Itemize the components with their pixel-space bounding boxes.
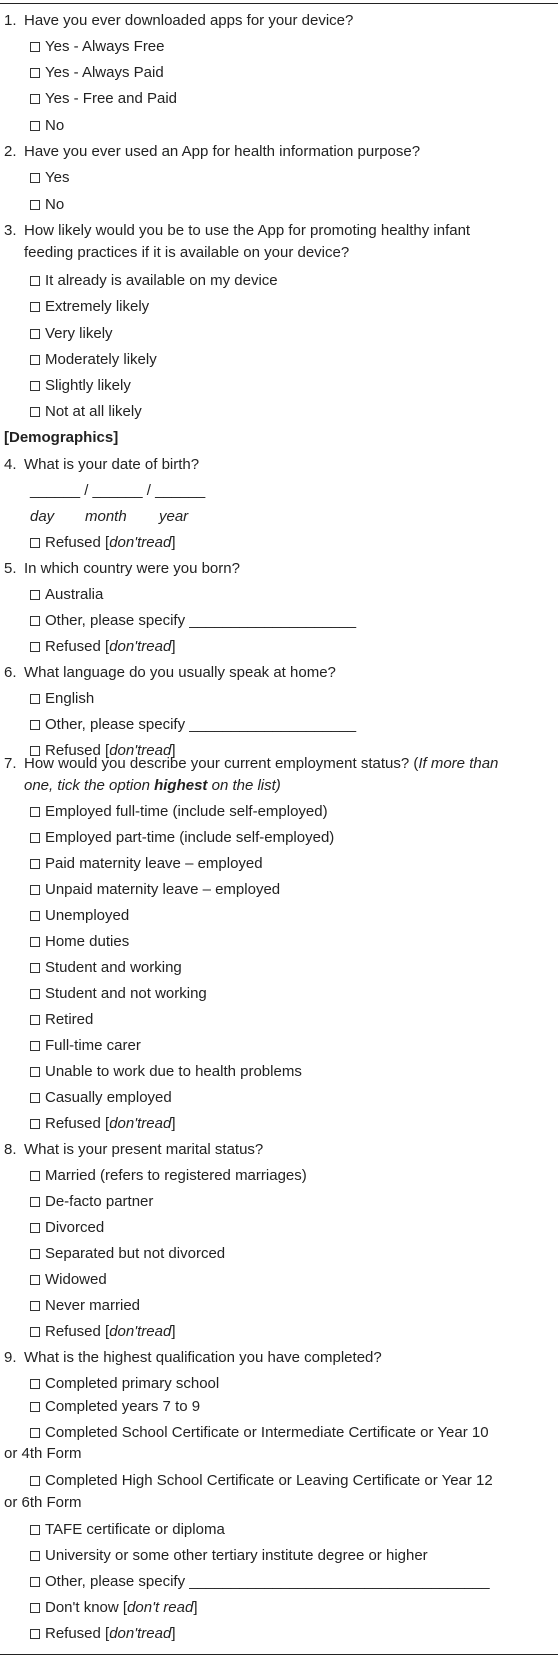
question-number: 8. xyxy=(4,1141,17,1158)
question-number: 2. xyxy=(4,143,17,160)
option-q6-1[interactable] xyxy=(30,690,94,708)
option-q7-3[interactable] xyxy=(30,855,263,873)
question-8 xyxy=(4,1141,263,1159)
option-label: Student and working xyxy=(45,959,182,976)
option-label: Never married xyxy=(45,1297,141,1314)
interviewer-note: don'tread xyxy=(109,1625,172,1642)
option-label: TAFE certificate or diploma xyxy=(45,1521,225,1538)
option-label: Completed High School Certificate or Leaving Certificate or Year 12 xyxy=(45,1472,493,1489)
checkbox[interactable] xyxy=(30,807,40,817)
option-q7-8[interactable] xyxy=(30,985,207,1003)
interviewer-note: don'tread xyxy=(109,1323,172,1340)
option-q9-dont-know[interactable] xyxy=(30,1599,198,1617)
option-q9-6[interactable] xyxy=(30,1547,428,1565)
option-q7-11[interactable] xyxy=(30,1063,302,1081)
section-heading: [Demographics] xyxy=(4,429,119,446)
question-text: How likely would you be to use the App for promoting healthy infant xyxy=(24,222,471,239)
question-text: What is your present marital status? xyxy=(24,1141,264,1158)
option-label: Yes - Always Free xyxy=(45,38,165,55)
question-number: 5. xyxy=(4,560,17,577)
option-q3-4[interactable] xyxy=(30,351,157,369)
checkbox[interactable] xyxy=(30,911,40,921)
option-label: Unpaid maternity leave – employed xyxy=(45,881,281,898)
option-label: Very likely xyxy=(45,325,113,342)
option-label: Separated but not divorced xyxy=(45,1245,226,1262)
option-label: Married (refers to registered marriages) xyxy=(45,1167,307,1184)
question-4 xyxy=(4,456,199,474)
option-label: Completed primary school xyxy=(45,1375,220,1392)
checkbox[interactable] xyxy=(30,1629,40,1639)
question-5 xyxy=(4,560,240,578)
emphasis-text: highest xyxy=(154,777,208,794)
question-text: Have you ever downloaded apps for your device? xyxy=(24,12,354,29)
option-label: Moderately likely xyxy=(45,351,157,368)
option-q8-6[interactable] xyxy=(30,1297,140,1315)
option-q7-6[interactable] xyxy=(30,933,129,951)
option-q9-refused[interactable] xyxy=(30,1625,175,1643)
option-label: Student and not working xyxy=(45,985,207,1002)
option-q1-1[interactable] xyxy=(30,38,165,56)
checkbox[interactable] xyxy=(30,1327,40,1337)
option-q7-7[interactable] xyxy=(30,959,182,977)
option-label: No xyxy=(45,196,65,213)
top-rule xyxy=(0,3,558,4)
option-label: Home duties xyxy=(45,933,130,950)
checkbox[interactable] xyxy=(30,94,40,104)
option-label: De-facto partner xyxy=(45,1193,154,1210)
question-number: 7. xyxy=(4,755,17,772)
bracket: ] xyxy=(171,1625,176,1642)
option-q9-4-continued: or 6th Form xyxy=(4,1494,82,1511)
option-label: Yes xyxy=(45,169,70,186)
checkbox[interactable] xyxy=(30,859,40,869)
question-text: What is your date of birth? xyxy=(24,456,200,473)
month-label: month xyxy=(85,508,127,525)
checkbox[interactable] xyxy=(30,1476,40,1486)
option-label: It already is available on my device xyxy=(45,272,278,289)
option-q9-3[interactable] xyxy=(30,1424,489,1442)
option-q8-1[interactable] xyxy=(30,1167,307,1185)
checkbox[interactable] xyxy=(30,694,40,704)
option-label: Unemployed xyxy=(45,907,130,924)
checkbox[interactable] xyxy=(30,1379,40,1389)
option-label: No xyxy=(45,117,65,134)
option-q2-1[interactable] xyxy=(30,169,69,187)
checkbox[interactable] xyxy=(30,1093,40,1103)
option-q3-3[interactable] xyxy=(30,325,113,343)
question-number: 9. xyxy=(4,1349,17,1366)
question-2 xyxy=(4,143,420,161)
option-label: Unable to work due to health problems xyxy=(45,1063,302,1080)
date-labels xyxy=(30,508,188,526)
option-q3-6[interactable] xyxy=(30,403,142,421)
option-q1-3[interactable] xyxy=(30,90,177,108)
question-9 xyxy=(4,1349,382,1367)
option-label: Employed part-time (include self-employed) xyxy=(45,829,335,846)
option-label: Don't know [ xyxy=(45,1599,128,1616)
instruction-text: one, tick the option xyxy=(24,777,155,794)
option-q7-9[interactable] xyxy=(30,1011,93,1029)
checkbox[interactable] xyxy=(30,937,40,947)
option-q8-4[interactable] xyxy=(30,1245,225,1263)
option-q9-2[interactable] xyxy=(30,1398,200,1416)
checkbox[interactable] xyxy=(30,1223,40,1233)
question-number: 3. xyxy=(4,222,17,239)
option-q7-2[interactable] xyxy=(30,829,334,847)
question-number: 1. xyxy=(4,12,17,29)
checkbox[interactable] xyxy=(30,1402,40,1412)
checkbox[interactable] xyxy=(30,329,40,339)
option-q9-4[interactable] xyxy=(30,1472,493,1490)
option-label: Extremely likely xyxy=(45,298,150,315)
option-label: Refused [ xyxy=(45,1323,110,1340)
bracket: ] xyxy=(171,638,176,655)
option-q3-2[interactable] xyxy=(30,298,149,316)
option-q5-refused[interactable] xyxy=(30,638,175,656)
option-label: Yes - Always Paid xyxy=(45,64,164,81)
question-number: 4. xyxy=(4,456,17,473)
question-3 xyxy=(4,222,470,240)
option-q8-5[interactable] xyxy=(30,1271,107,1289)
option-q7-4[interactable] xyxy=(30,881,280,899)
bottom-rule xyxy=(0,1654,558,1655)
question-text: What is the highest qualification you have completed? xyxy=(24,1349,382,1366)
question-text: Have you ever used an App for health information purpose? xyxy=(24,143,421,160)
checkbox[interactable] xyxy=(30,963,40,973)
option-q7-10[interactable] xyxy=(30,1037,141,1055)
interviewer-note: don'tread xyxy=(109,638,172,655)
question-3-continued: feeding practices if it is available on your device? xyxy=(24,244,350,261)
option-label: Refused [ xyxy=(45,534,110,551)
bracket: ] xyxy=(171,1323,176,1340)
option-q9-5[interactable] xyxy=(30,1521,225,1539)
checkbox[interactable] xyxy=(30,642,40,652)
interviewer-note: don'tread xyxy=(109,1115,172,1132)
question-text: How would you describe your current employment status? ( xyxy=(24,755,419,772)
option-q9-7[interactable] xyxy=(30,1573,490,1591)
checkbox[interactable] xyxy=(30,616,40,626)
checkbox[interactable] xyxy=(30,355,40,365)
option-label: Casually employed xyxy=(45,1089,172,1106)
bracket: ] xyxy=(171,742,176,759)
option-q5-2[interactable] xyxy=(30,612,356,630)
bracket: ] xyxy=(171,534,176,551)
question-6 xyxy=(4,664,336,682)
question-7 xyxy=(4,755,498,773)
option-label: Paid maternity leave – employed xyxy=(45,855,263,872)
option-q6-2[interactable] xyxy=(30,716,356,734)
option-q8-2[interactable] xyxy=(30,1193,153,1211)
option-label: Yes - Free and Paid xyxy=(45,90,178,107)
question-number: 6. xyxy=(4,664,17,681)
option-label: Refused [ xyxy=(45,1625,110,1642)
instruction-text: on the list) xyxy=(207,777,281,794)
option-q7-1[interactable] xyxy=(30,803,328,821)
checkbox[interactable] xyxy=(30,1603,40,1613)
checkbox[interactable] xyxy=(30,590,40,600)
checkbox[interactable] xyxy=(30,1015,40,1025)
option-label: Refused [ xyxy=(45,742,110,759)
checkbox[interactable] xyxy=(30,1067,40,1077)
option-q5-1[interactable] xyxy=(30,586,103,604)
option-label: Other, please specify ____________________ xyxy=(45,612,357,629)
year-label: year xyxy=(159,508,189,525)
option-label: English xyxy=(45,690,95,707)
question-instruction: If more than xyxy=(418,755,499,772)
option-label: Completed School Certificate or Intermediate Certificate or Year 10 xyxy=(45,1424,489,1441)
option-q9-3-continued: or 4th Form xyxy=(4,1445,82,1462)
question-7-continued xyxy=(24,777,281,795)
checkbox[interactable] xyxy=(30,173,40,183)
option-q3-5[interactable] xyxy=(30,377,131,395)
option-label: Retired xyxy=(45,1011,94,1028)
checkbox[interactable] xyxy=(30,381,40,391)
option-q4-refused[interactable] xyxy=(30,534,175,552)
checkbox[interactable] xyxy=(30,1525,40,1535)
checkbox[interactable] xyxy=(30,720,40,730)
day-label: day xyxy=(30,508,55,525)
interviewer-note: don't read xyxy=(127,1599,194,1616)
interviewer-note: don'tread xyxy=(109,742,172,759)
option-q9-1[interactable] xyxy=(30,1375,219,1393)
option-q2-2[interactable] xyxy=(30,196,64,214)
checkbox[interactable] xyxy=(30,42,40,52)
question-text: In which country were you born? xyxy=(24,560,240,577)
checkbox[interactable] xyxy=(30,1041,40,1051)
option-label: Full-time carer xyxy=(45,1037,141,1054)
option-label: Slightly likely xyxy=(45,377,131,394)
checkbox[interactable] xyxy=(30,1197,40,1207)
option-q1-2[interactable] xyxy=(30,64,164,82)
option-label: Refused [ xyxy=(45,638,110,655)
option-label: Not at all likely xyxy=(45,403,142,420)
option-q7-refused[interactable] xyxy=(30,1115,175,1133)
option-label: University or some other tertiary institute degree or higher xyxy=(45,1547,428,1564)
option-label: Other, please specify ____________________________________ xyxy=(45,1573,490,1590)
option-label: Completed years 7 to 9 xyxy=(45,1398,201,1415)
option-q1-4[interactable] xyxy=(30,117,64,135)
option-q8-refused[interactable] xyxy=(30,1323,175,1341)
checkbox[interactable] xyxy=(30,276,40,286)
checkbox[interactable] xyxy=(30,407,40,417)
checkbox[interactable] xyxy=(30,538,40,548)
checkbox[interactable] xyxy=(30,1301,40,1311)
question-1 xyxy=(4,12,353,30)
checkbox[interactable] xyxy=(30,68,40,78)
checkbox[interactable] xyxy=(30,1551,40,1561)
option-q8-3[interactable] xyxy=(30,1219,104,1237)
checkbox[interactable] xyxy=(30,833,40,843)
checkbox[interactable] xyxy=(30,302,40,312)
bracket: ] xyxy=(193,1599,198,1616)
checkbox[interactable] xyxy=(30,200,40,210)
interviewer-note: don'tread xyxy=(109,534,172,551)
option-q7-12[interactable] xyxy=(30,1089,172,1107)
bracket: ] xyxy=(171,1115,176,1132)
question-text: What language do you usually speak at home? xyxy=(24,664,336,681)
option-label: Widowed xyxy=(45,1271,107,1288)
option-label: Refused [ xyxy=(45,1115,110,1132)
option-label: Divorced xyxy=(45,1219,105,1236)
checkbox[interactable] xyxy=(30,121,40,131)
checkbox[interactable] xyxy=(30,1119,40,1129)
option-q7-5[interactable] xyxy=(30,907,129,925)
checkbox[interactable] xyxy=(30,989,40,999)
date-of-birth-field[interactable]: ______ / ______ / ______ xyxy=(30,482,206,499)
option-label: Employed full-time (include self-employed) xyxy=(45,803,328,820)
checkbox[interactable] xyxy=(30,885,40,895)
checkbox[interactable] xyxy=(30,1428,40,1438)
option-label: Other, please specify ____________________ xyxy=(45,716,357,733)
checkbox[interactable] xyxy=(30,1577,40,1587)
checkbox[interactable] xyxy=(30,1249,40,1259)
checkbox[interactable] xyxy=(30,1275,40,1285)
option-label: Australia xyxy=(45,586,104,603)
checkbox[interactable] xyxy=(30,1171,40,1181)
option-q3-1[interactable] xyxy=(30,272,278,290)
